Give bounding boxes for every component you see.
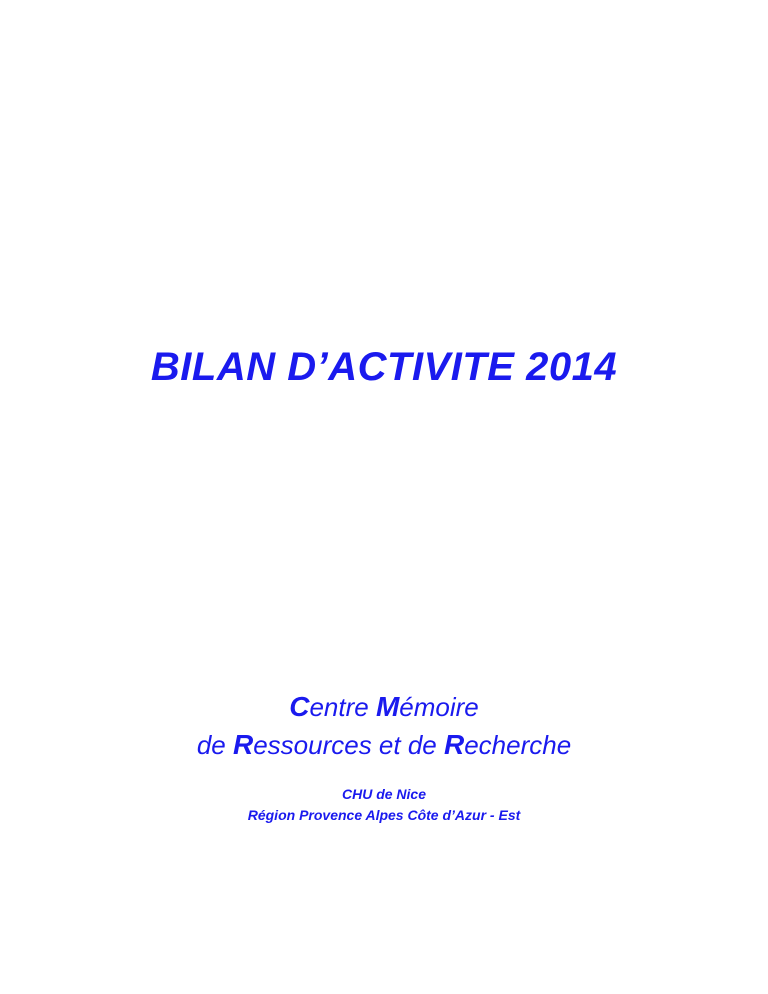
organisation-line-1-initial-c: C: [289, 691, 310, 722]
page-title: BILAN D’ACTIVITE 2014: [150, 345, 618, 389]
organisation-line-1-text-2: émoire: [399, 692, 479, 722]
organisation-line-2-prefix: de: [196, 729, 233, 760]
organisation-line-2-initial-r2: R: [443, 728, 465, 760]
location-line-region: Région Provence Alpes Côte d’Azur - Est: [247, 807, 521, 823]
organisation-line-1-initial-m: M: [375, 691, 400, 722]
title-block: [0, 345, 768, 389]
organisation-line-2-text-2: echerche: [464, 729, 572, 760]
organisation-line-2-initial-r1: R: [232, 728, 254, 760]
location-block: [0, 784, 768, 826]
organisation-line-1-text-1: entre: [309, 692, 376, 722]
organisation-block: [0, 688, 768, 764]
organisation-line-2-text-1: essources et de: [253, 729, 444, 760]
organisation-line-2: [0, 726, 768, 764]
organisation-line-1: [0, 688, 768, 726]
location-line-institution: CHU de Nice: [341, 786, 427, 802]
